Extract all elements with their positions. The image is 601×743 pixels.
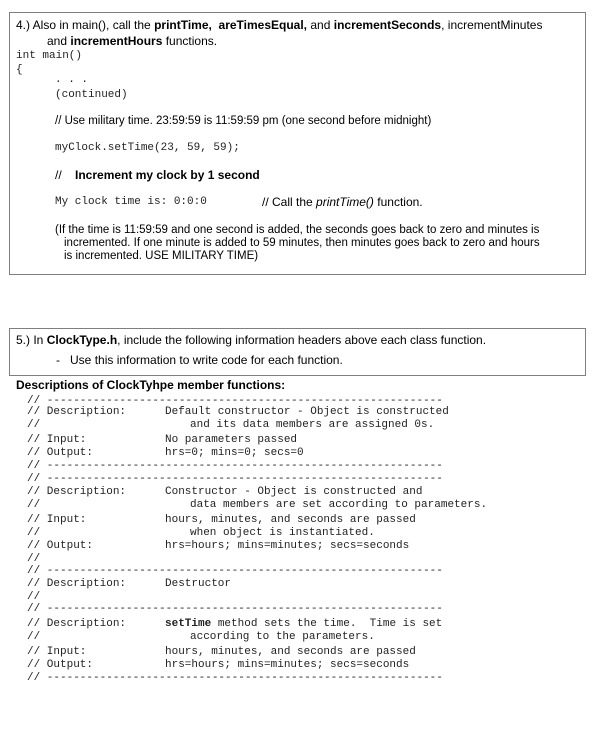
input-no-params: No parameters passed — [165, 434, 298, 446]
comment-increment — [55, 168, 260, 182]
comment-military-time: // Use military time. 23:59:59 is 11:59:59 pm (one second before midnight) — [55, 115, 432, 127]
comment-call-fn: printTime() — [316, 195, 374, 209]
desc-settime — [165, 618, 442, 630]
section-4-functions: functions. — [162, 34, 218, 48]
label-output: // Output: — [27, 659, 94, 671]
note-line-1: (If the time is 11:59:59 and one second is added, the seconds goes back to zero and minutes is — [55, 224, 540, 236]
label-description: // Description: — [27, 406, 127, 418]
comment-separator: // ------------------------------------------------------------ — [27, 473, 443, 485]
comment-separator: // ------------------------------------------------------------ — [27, 565, 443, 577]
comment-call-prefix: // Call the — [262, 195, 317, 209]
comment-slashes: // — [27, 419, 41, 431]
section-5-suffix: , include the following information headers above each class function. — [117, 333, 487, 347]
label-input: // Input: — [27, 434, 87, 446]
code-my-clock-time: My clock time is: 0:0:0 — [55, 196, 207, 208]
section-4-and: and — [307, 18, 334, 32]
desc-default-constructor-2: and its data members are assigned 0s. — [190, 419, 435, 431]
desc-settime-rest: method sets the time. Time is set — [211, 618, 443, 630]
desc-settime-2: according to the parameters. — [190, 631, 375, 643]
label-description: // Description: — [27, 486, 127, 498]
label-input: // Input: — [27, 646, 87, 658]
desc-default-constructor: Default constructor - Object is constructed — [165, 406, 449, 418]
section-5-line-1 — [16, 333, 486, 347]
comment-separator: // ------------------------------------------------------------ — [27, 603, 443, 615]
desc-constructor-2: data members are set according to parameters. — [190, 499, 488, 511]
comment-call-suffix: function. — [373, 195, 423, 209]
input-hms: hours, minutes, and seconds are passed — [165, 514, 416, 526]
output-hms: hrs=hours; mins=minutes; secs=seconds — [165, 540, 410, 552]
comment-separator: // ------------------------------------------------------------ — [27, 672, 443, 684]
label-input: // Input: — [27, 514, 87, 526]
output-zeros: hrs=0; mins=0; secs=0 — [165, 447, 304, 459]
label-output: // Output: — [27, 447, 94, 459]
section-4-line-1 — [16, 18, 542, 32]
note-line-3: is incremented. USE MILITARY TIME) — [64, 250, 259, 262]
fn-printtime: printTime, — [154, 18, 212, 32]
input-settime: hours, minutes, and seconds are passed — [165, 646, 416, 658]
comment-slashes: // — [27, 631, 41, 643]
comment-separator: // ------------------------------------------------------------ — [27, 460, 443, 472]
label-output: // Output: — [27, 540, 94, 552]
label-description: // Description: — [27, 578, 127, 590]
section-4-text: 4.) Also in main(), call the — [16, 18, 155, 32]
comment-slashes: // — [27, 499, 41, 511]
desc-destructor: Destructor — [165, 578, 232, 590]
comment-slashes: // — [55, 168, 62, 182]
label-description: // Description: — [27, 618, 127, 630]
input-hms-2: when object is instantiated. — [190, 527, 375, 539]
code-settime-call: myClock.setTime(23, 59, 59); — [55, 142, 240, 154]
fn-settime: setTime — [165, 618, 212, 630]
output-settime: hrs=hours; mins=minutes; secs=seconds — [165, 659, 410, 671]
comment-increment-text: Increment my clock by 1 second — [75, 168, 260, 182]
code-continued: (continued) — [55, 89, 128, 101]
section-4-line-2 — [47, 34, 217, 48]
section-5-bullet — [56, 353, 343, 367]
comment-separator: // ------------------------------------------------------------ — [27, 395, 443, 407]
comment-slashes: // — [27, 527, 41, 539]
comment-slashes: // — [27, 553, 41, 565]
code-int-main: int main() — [16, 50, 83, 62]
comment-slashes: // — [27, 591, 41, 603]
fn-incrementseconds: incrementSeconds — [333, 18, 442, 32]
descriptions-heading: Descriptions of ClockTyhpe member functions: — [16, 378, 286, 392]
code-ellipsis: . . . — [55, 74, 89, 86]
code-open-brace: { — [16, 64, 23, 76]
section-5-prefix: 5.) In — [16, 333, 47, 347]
comment-call-printtime — [262, 195, 423, 209]
file-clocktype-h: ClockType.h — [46, 333, 118, 347]
desc-constructor: Constructor - Object is constructed and — [165, 486, 423, 498]
fn-aretimesequal: areTimesEqual, — [218, 18, 308, 32]
section-4-text-suffix: , incrementMinutes — [441, 18, 543, 32]
bullet-dash: - — [56, 353, 60, 367]
section-4-and-2: and — [47, 34, 71, 48]
fn-incrementhours: incrementHours — [70, 34, 163, 48]
bullet-text: Use this information to write code for each function. — [70, 353, 343, 367]
note-line-2: incremented. If one minute is added to 59 minutes, then minutes goes back to zero and hours — [64, 237, 540, 249]
